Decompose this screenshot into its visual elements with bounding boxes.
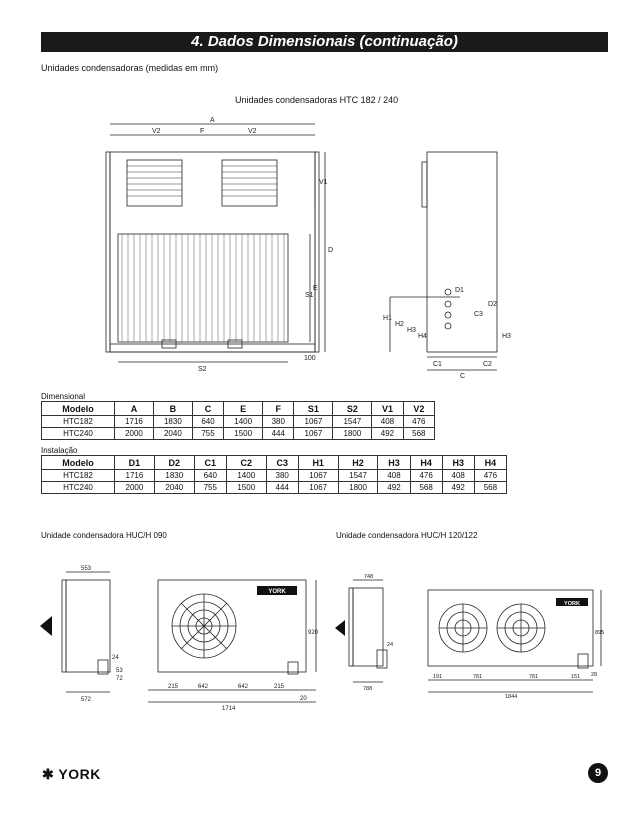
section-title: 4. Dados Dimensionais (continuação)	[41, 32, 608, 52]
table-cell: 492	[372, 428, 403, 440]
dim-label-s2: S2	[198, 366, 207, 373]
intro-text: Unidades condensadoras (medidas em mm)	[41, 63, 219, 73]
table-row	[42, 416, 435, 428]
table-cell: 568	[403, 428, 434, 440]
dim-label-c: C	[460, 373, 466, 380]
dim-label-h2: H2	[395, 321, 404, 328]
table-cell: 2000	[115, 482, 155, 494]
table-cell: 444	[266, 482, 298, 494]
table-cell: 1400	[226, 470, 266, 482]
snowflake-icon: ✱	[42, 766, 55, 782]
table-cell: 1067	[294, 416, 333, 428]
table-cell: 755	[192, 428, 223, 440]
dim-label-d2: D2	[488, 301, 497, 308]
dim-label-d1: D1	[455, 287, 464, 294]
table-cell: 1500	[226, 482, 266, 494]
fig2-dim-w3: 642	[238, 684, 249, 690]
fig2-dim-w2: 642	[198, 684, 209, 690]
fig3-dim-total: 1844	[505, 694, 518, 700]
table-cell: 2040	[153, 428, 192, 440]
table-cell: 568	[474, 482, 506, 494]
table-cell: 568	[410, 482, 442, 494]
fig2-brand: YORK	[268, 589, 286, 595]
fig3-dim-w3: 781	[529, 674, 539, 680]
table-header: S2	[333, 402, 372, 416]
table-header: H2	[338, 456, 378, 470]
fig2-dim-top: 553	[81, 566, 92, 572]
fig2-dim-height: 920	[308, 630, 319, 636]
table-cell: 1800	[338, 482, 378, 494]
fig2-dim-a: 24	[112, 655, 119, 661]
table-cell: HTC182	[42, 416, 115, 428]
table-cell: 380	[263, 416, 294, 428]
table-header: C	[192, 402, 223, 416]
dim-label-100: 100	[304, 355, 316, 362]
table-cell: 2040	[154, 482, 194, 494]
fig3-dim-w4: 151	[571, 674, 581, 680]
fig2-title: Unidade condensadora HUC/H 090	[41, 531, 167, 540]
dim-label-v2b: V2	[248, 128, 257, 135]
table-cell: 492	[442, 482, 474, 494]
fig3-dim-top: 748	[364, 574, 374, 580]
table-header-row	[42, 456, 507, 470]
fig2-dim-total: 1714	[222, 706, 236, 712]
fig3-title: Unidade condensadora HUC/H 120/122	[336, 531, 478, 540]
table-header: H3	[442, 456, 474, 470]
fig3-dim-height: 895	[595, 630, 605, 636]
table-cell: 408	[442, 470, 474, 482]
fig3-drawing	[333, 570, 609, 700]
table1-caption: Dimensional	[41, 392, 86, 401]
table-cell: 1500	[224, 428, 263, 440]
fig2-drawing	[38, 562, 328, 714]
dim-label-c1: C1	[433, 361, 442, 368]
table-cell: 492	[378, 482, 410, 494]
table-cell: HTC240	[42, 482, 115, 494]
table-cell: 1830	[153, 416, 192, 428]
table-row	[42, 470, 507, 482]
dim-label-c3: C3	[474, 311, 483, 318]
fig1-drawing	[100, 112, 520, 382]
table-header: H1	[298, 456, 338, 470]
table-header: H4	[474, 456, 506, 470]
table-header-row	[42, 402, 435, 416]
table-header: B	[153, 402, 192, 416]
table-header: H3	[378, 456, 410, 470]
table-cell: 640	[192, 416, 223, 428]
dim-label-s1: S1	[305, 292, 314, 299]
table-header: V1	[372, 402, 403, 416]
table-cell: 1830	[154, 470, 194, 482]
fig3-dim-w2: 781	[473, 674, 483, 680]
dim-label-a: A	[210, 117, 215, 124]
table-cell: 476	[474, 470, 506, 482]
table-cell: 2000	[115, 428, 154, 440]
york-logo	[42, 766, 101, 783]
table-cell: 1067	[298, 470, 338, 482]
table-cell: 380	[266, 470, 298, 482]
dim-label-h4: H4	[418, 333, 427, 340]
fig3-dim-w1: 191	[433, 674, 443, 680]
fig2-dim-c: 72	[116, 676, 123, 682]
table-header: E	[224, 402, 263, 416]
fig1-title: Unidades condensadoras HTC 182 / 240	[235, 95, 399, 105]
fig2-dim-foot: 20	[300, 696, 307, 702]
fig2-dim-w1: 215	[168, 684, 179, 690]
table-cell: 444	[263, 428, 294, 440]
dim-label-e: E	[313, 285, 318, 292]
table-row	[42, 482, 507, 494]
installation-table	[41, 455, 507, 494]
table2-caption: Instalação	[41, 446, 78, 455]
fig2-dim-bottom: 572	[81, 697, 92, 703]
dim-label-d: D	[328, 247, 334, 254]
table-header: S1	[294, 402, 333, 416]
dim-label-c2: C2	[483, 361, 492, 368]
table-cell: 408	[372, 416, 403, 428]
table-cell: 755	[194, 482, 226, 494]
table-cell: HTC240	[42, 428, 115, 440]
table-header: C3	[266, 456, 298, 470]
table-cell: 1716	[115, 416, 154, 428]
table-header: A	[115, 402, 154, 416]
fig3-dim-foot: 28	[591, 672, 598, 678]
table-cell: 408	[378, 470, 410, 482]
table-header: D2	[154, 456, 194, 470]
table-header: H4	[410, 456, 442, 470]
table-cell: 1547	[333, 416, 372, 428]
table-cell: 476	[410, 470, 442, 482]
table-header: C2	[226, 456, 266, 470]
table-header: D1	[115, 456, 155, 470]
dim-label-h1: H1	[383, 315, 392, 322]
table-header: V2	[403, 402, 434, 416]
table-header: Modelo	[42, 402, 115, 416]
table-cell: 1716	[115, 470, 155, 482]
fig3-brand: YORK	[564, 601, 580, 607]
dim-label-h3b: H3	[502, 333, 511, 340]
table-header: Modelo	[42, 456, 115, 470]
fig3-dim-bottom: 788	[363, 686, 373, 692]
fig2-dim-w4: 215	[274, 684, 285, 690]
dim-label-v1: V1	[319, 179, 328, 186]
footer-dots	[120, 773, 580, 779]
table-cell: HTC182	[42, 470, 115, 482]
table-cell: 1400	[224, 416, 263, 428]
table-row	[42, 428, 435, 440]
table-cell: 476	[403, 416, 434, 428]
dim-label-f: F	[200, 128, 205, 135]
dimensional-table	[41, 401, 435, 440]
table-header: C1	[194, 456, 226, 470]
fig2-dim-b: 53	[116, 668, 123, 674]
table-cell: 1800	[333, 428, 372, 440]
footer-logo-text: YORK	[58, 766, 101, 782]
page-number: 9	[588, 763, 608, 783]
table-cell: 1067	[298, 482, 338, 494]
table-header: F	[263, 402, 294, 416]
fig3-dim-a: 24	[387, 642, 394, 648]
dim-label-v2a: V2	[152, 128, 161, 135]
table-cell: 1067	[294, 428, 333, 440]
table-cell: 640	[194, 470, 226, 482]
dim-label-h3: H3	[407, 327, 416, 334]
table-cell: 1547	[338, 470, 378, 482]
